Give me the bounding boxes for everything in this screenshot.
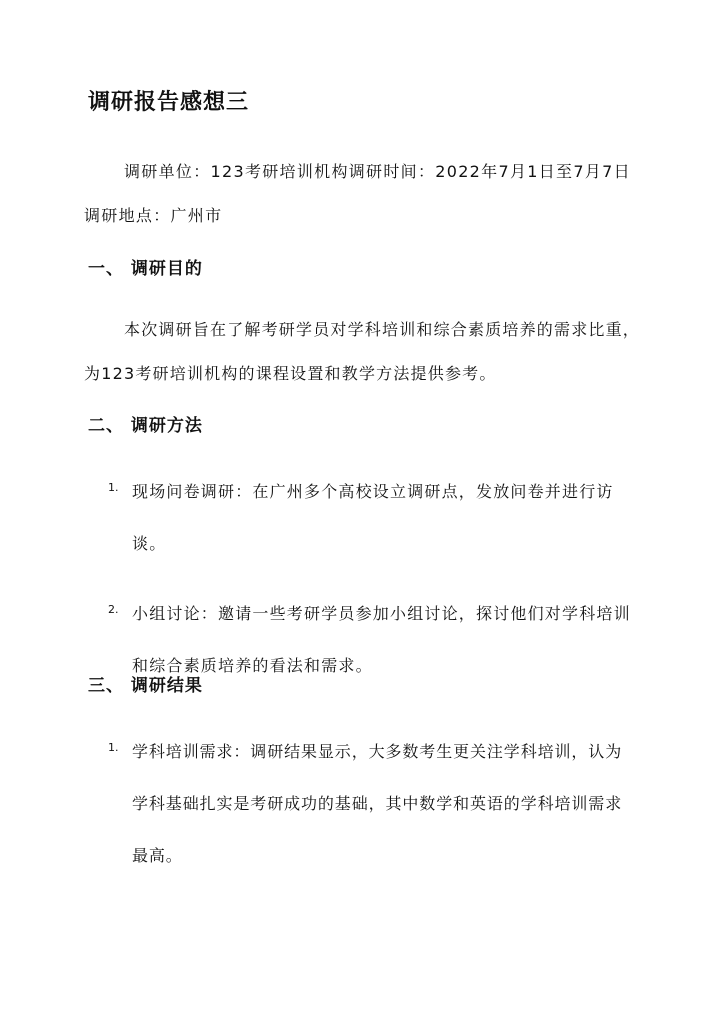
list-item-text: 现场问卷调研：在广州多个高校设立调研点，发放问卷并进行访谈。 bbox=[132, 482, 614, 553]
list-item bbox=[0, 726, 720, 882]
list-item-text: 小组讨论：邀请一些考研学员参加小组讨论，探讨他们对学科培训和综合素质培养的看法和需求。 bbox=[132, 604, 631, 675]
list-item bbox=[0, 466, 720, 570]
section-heading-results: 三、 调研结果 bbox=[88, 676, 203, 696]
document-title: 调研报告感想三 bbox=[88, 90, 250, 115]
list-item-number: 1. bbox=[108, 741, 119, 754]
section-heading-purpose: 一、 调研目的 bbox=[88, 259, 203, 279]
results-list bbox=[0, 726, 720, 900]
section-heading-method: 二、 调研方法 bbox=[88, 416, 203, 436]
list-item-number: 2. bbox=[108, 603, 119, 616]
purpose-paragraph: 本次调研旨在了解考研学员对学科培训和综合素质培养的需求比重，为123考研培训机构的课程设置和教学方法提供参考。 bbox=[84, 320, 641, 383]
survey-info-paragraph: 调研单位：123考研培训机构调研时间：2022年7月1日至7月7日调研地点：广州市 bbox=[84, 162, 631, 225]
list-item-text: 学科培训需求：调研结果显示，大多数考生更关注学科培训，认为学科基础扎实是考研成功的基础，其中数学和英语的学科培训需求最高。 bbox=[132, 742, 623, 865]
list-item-number: 1. bbox=[108, 481, 119, 494]
